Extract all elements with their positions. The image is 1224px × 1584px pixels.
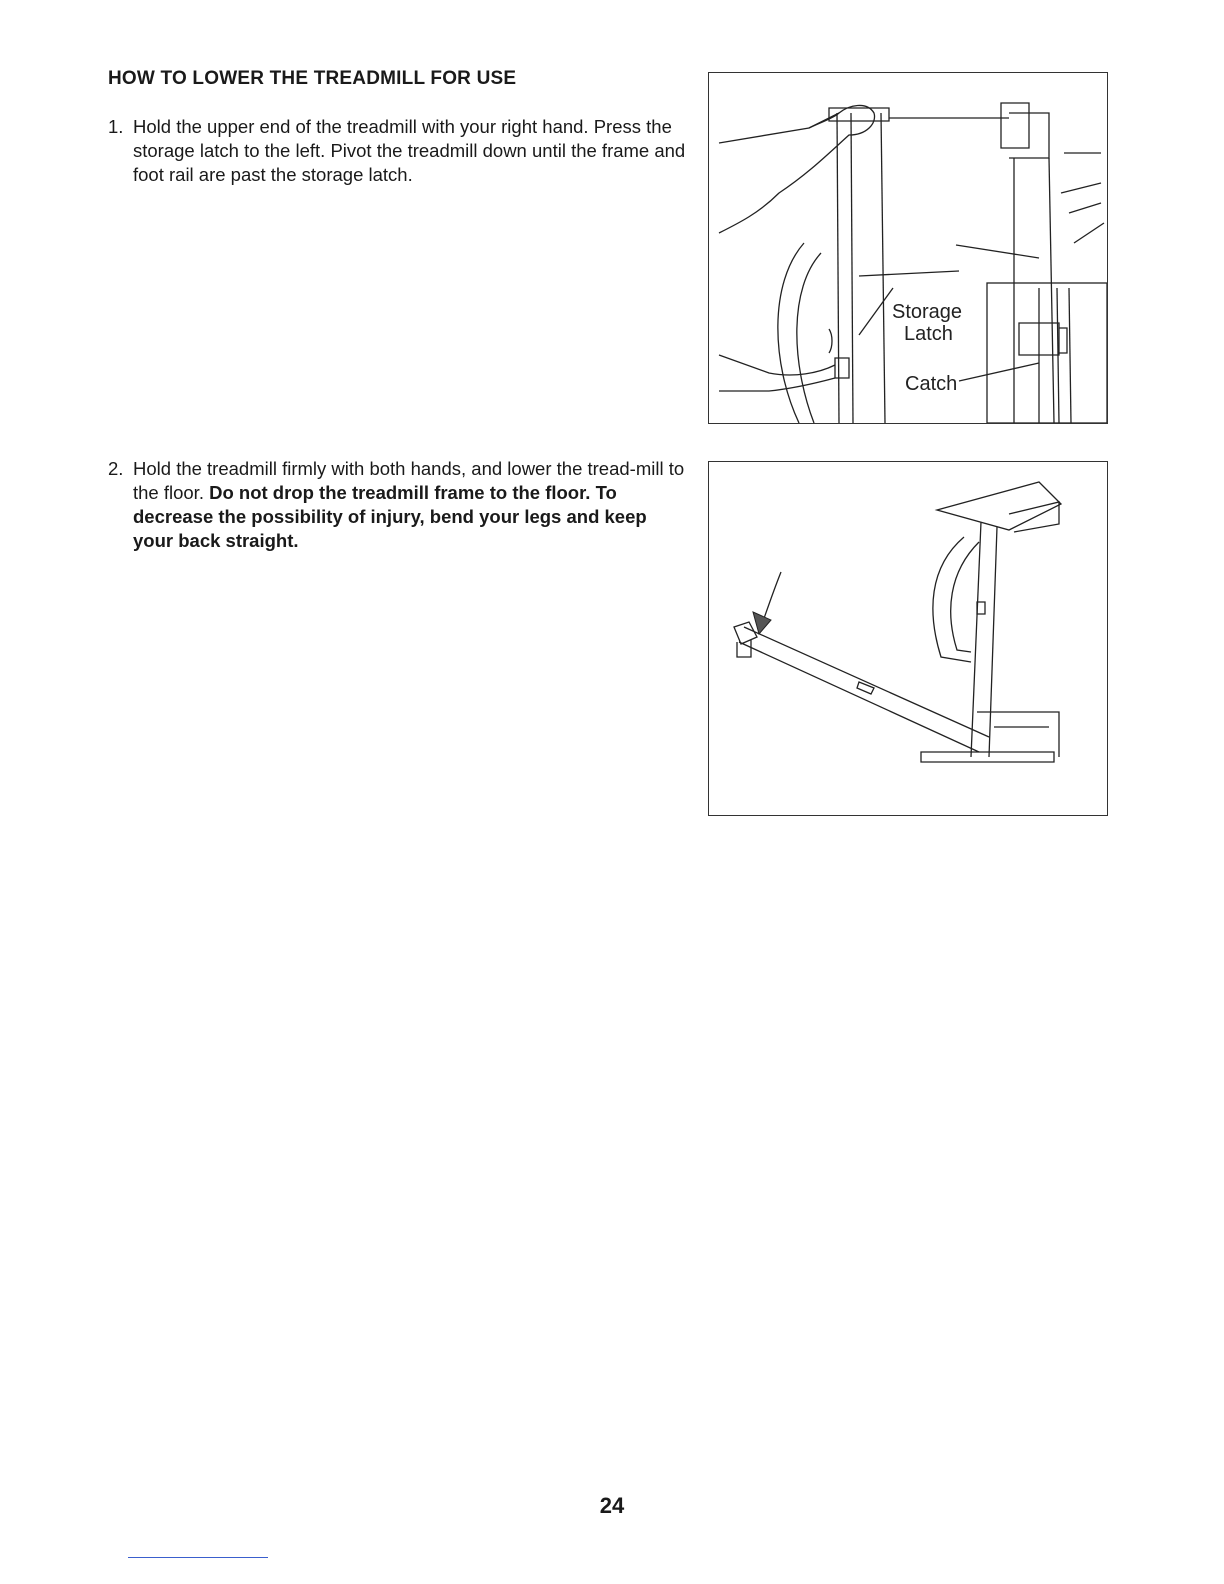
step-2-warning: Do not drop the treadmill frame to the floor. To decrease the possibility of injury, bend your legs and keep your back straight.: [133, 482, 647, 551]
page-number: 24: [599, 1493, 625, 1518]
step-1-text: Hold the upper end of the treadmill with your right hand. Press the storage latch to the left. Pivot the treadmill down until the frame and foot rail are past the storage latch.: [133, 116, 686, 185]
figure-storage-latch: [708, 72, 1108, 424]
step-2-body: [133, 457, 688, 553]
callout-catch: Catch: [905, 373, 958, 395]
step-1: [108, 115, 688, 187]
footer-rule: [128, 1557, 268, 1558]
figure-lower-treadmill: [708, 461, 1108, 816]
step-2-number: 2.: [108, 458, 124, 479]
step-1-number: 1.: [108, 116, 124, 137]
step-2: [108, 457, 688, 553]
callout-latch: Latch: [904, 323, 953, 345]
callout-storage: Storage: [892, 301, 963, 323]
storage-latch-illustration: [709, 73, 1107, 423]
step-2-text: Hold the treadmill firmly with both hands, and lower the tread-mill to the floor.: [133, 458, 685, 503]
lowering-treadmill-illustration: [709, 462, 1107, 815]
section-heading: HOW TO LOWER THE TREADMILL FOR USE: [108, 68, 517, 89]
